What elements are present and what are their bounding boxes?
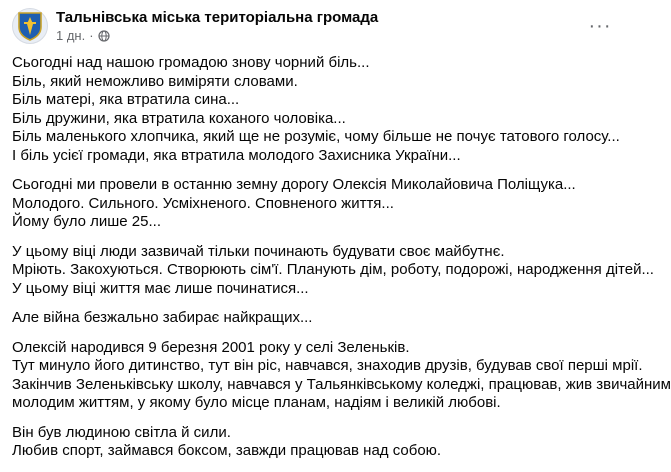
post-paragraph: [12, 242, 654, 299]
post-text-line: Йому було лише 25...: [12, 213, 161, 230]
post-text-line: І біль усієї громади, яка втратила молодого Захисника України...: [12, 146, 461, 164]
page-avatar[interactable]: [12, 8, 48, 44]
meta-separator: ·: [89, 28, 94, 43]
coat-of-arms-icon: [17, 11, 43, 41]
post-text-line: Біль, який неможливо виміряти словами.: [12, 72, 298, 90]
post-meta: [56, 8, 378, 44]
post-text-line: Він був людиною світла й сили.: [12, 423, 231, 441]
post-header: [12, 6, 616, 46]
post-text-line: Мріють. Закохуються. Створюють сім'ї. Планують дім, роботу, подорожі, народження дітей...: [12, 261, 654, 278]
post-text-line: У цьому віці життя має лише починатися...: [12, 279, 309, 297]
post-paragraph: [12, 176, 620, 232]
post-paragraph: [12, 54, 620, 165]
post-text-line: Але війна безжально забирає найкращих...: [12, 309, 313, 326]
globe-icon[interactable]: [98, 30, 110, 42]
page-name[interactable]: Тальнівська міська територіальна громада: [56, 9, 379, 26]
post-text-line: Закінчив Зеленьківську школу, навчався у Тальянківському коледжі, працював, жив звичайним: [12, 375, 671, 393]
post-paragraph: [12, 309, 620, 328]
post-time[interactable]: 1 дн.: [56, 28, 86, 43]
post-text-line: Сьогодні ми провели в останню земну дорогу Олексія Миколайовича Поліщука...: [12, 176, 576, 193]
post-paragraph: [12, 338, 671, 413]
post-subline: [56, 28, 378, 44]
post-text-line: Молодого. Сильного. Усміхненого. Сповненого життя...: [12, 194, 394, 212]
post-paragraph: [12, 424, 620, 461]
post-text-line: У цьому віці люди зазвичай тільки починають будувати своє майбутнє.: [12, 242, 505, 260]
post-text-line: Біль маленького хлопчика, який ще не розуміє, чому більше не почує татового голосу...: [12, 128, 620, 145]
more-options-button[interactable]: ···: [588, 15, 612, 37]
post-text-line: Сьогодні над нашою громадою знову чорний біль...: [12, 54, 370, 71]
post-text-line: Любив спорт, займався боксом, завжди працював над собою.: [12, 442, 442, 459]
post-text-line: Тут минуло його дитинство, тут він ріс, навчався, знаходив друзів, будував свої перші мрії.: [12, 357, 643, 374]
post-text-line: молодим життям, у якому було місце планам, надіям і великій любові.: [12, 394, 501, 411]
post-text: [12, 54, 671, 472]
post-text-line: Біль дружини, яка втратила коханого чоловіка...: [12, 109, 346, 127]
post-text-line: Олексій народився 9 березня 2001 року у селі Зеленьків.: [12, 338, 410, 356]
post-text-line: Біль матері, яка втратила сина...: [12, 91, 240, 108]
